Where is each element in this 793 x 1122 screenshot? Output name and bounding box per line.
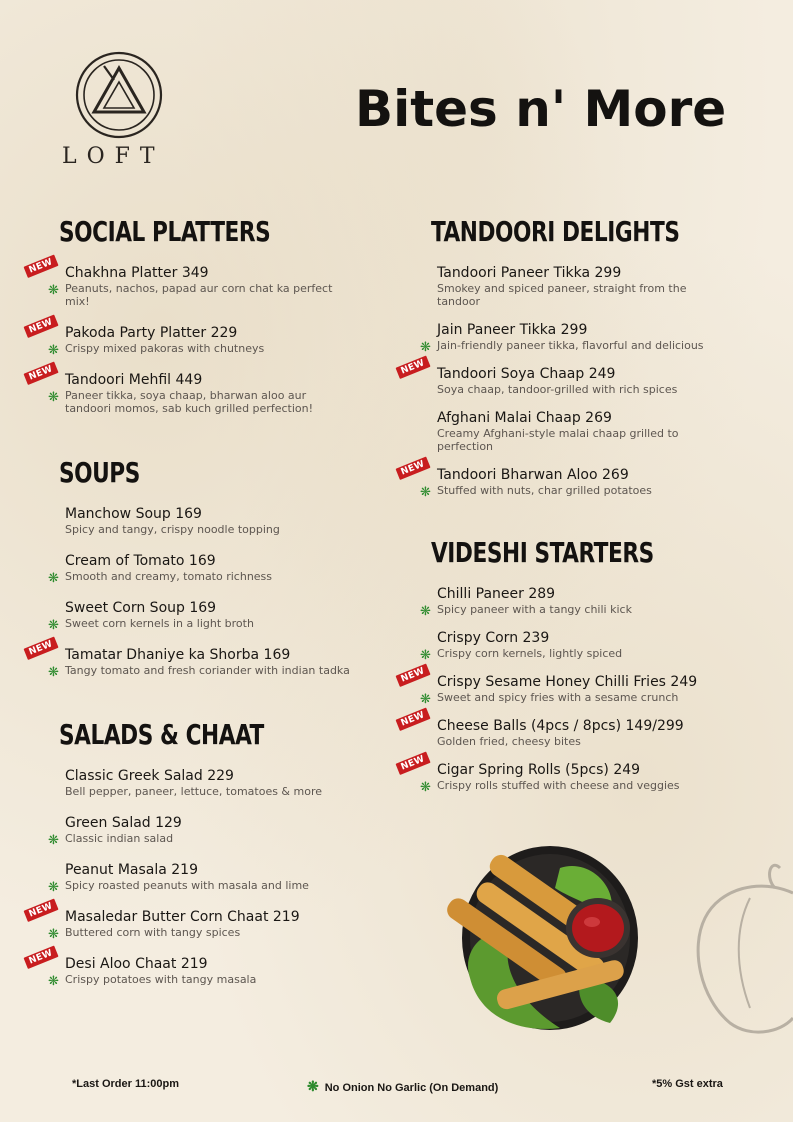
menu-item [27, 257, 388, 308]
right-column [399, 212, 750, 795]
item-name: Peanut Masala 219 [65, 862, 198, 878]
veg-leaf-icon: ❋ [48, 390, 59, 405]
new-badge-icon: NEW [24, 946, 59, 969]
footer-gst: *5% Gst extra [652, 1078, 723, 1090]
veg-leaf-icon: ❋ [48, 833, 59, 848]
item-description: Soya chaap, tandoor-grilled with rich spices [437, 383, 678, 396]
item-description: Jain-friendly paneer tikka, flavorful and delicious [437, 339, 704, 352]
footer-no-onion-text: No Onion No Garlic (On Demand) [324, 1082, 499, 1094]
veg-leaf-icon: ❋ [48, 618, 59, 633]
page-title: Bites n' More [355, 80, 727, 138]
menu-item [400, 264, 750, 308]
menu-section [399, 212, 750, 500]
menu-item [28, 767, 388, 798]
item-name: Crispy Sesame Honey Chilli Fries 249 [437, 674, 698, 690]
item-description: Buttered corn with tangy spices [65, 926, 241, 939]
menu-item [400, 629, 750, 663]
veg-leaf-icon: ❋ [48, 665, 59, 680]
item-description: Golden fried, cheesy bites [437, 735, 581, 748]
section-title: SOUPS [58, 456, 140, 489]
veg-leaf-icon: ❋ [307, 1078, 319, 1094]
item-description: Crispy corn kernels, lightly spiced [437, 647, 623, 660]
item-name: Tandoori Paneer Tikka 299 [437, 265, 622, 281]
new-badge-icon: NEW [396, 356, 431, 379]
item-name: Chakhna Platter 349 [65, 265, 209, 281]
section-title: TANDOORI DELIGHTS [430, 215, 680, 248]
item-description: Smooth and creamy, tomato richness [65, 570, 273, 583]
item-name: Jain Paneer Tikka 299 [437, 322, 588, 338]
item-description: Tangy tomato and fresh coriander with indian tadka [65, 664, 350, 677]
item-description: Peanuts, nachos, papad aur corn chat ka perfect mix! [65, 282, 333, 308]
new-badge-icon: NEW [24, 315, 59, 338]
item-description: Sweet and spicy fries with a sesame crunch [437, 691, 679, 704]
menu-item [399, 358, 750, 396]
pepper-outline-icon [690, 848, 793, 1048]
new-badge-icon: NEW [24, 899, 59, 922]
spring-rolls-photo [440, 828, 640, 1038]
item-name: Tandoori Soya Chaap 249 [437, 366, 616, 382]
veg-leaf-icon: ❋ [420, 485, 431, 500]
item-name: Green Salad 129 [65, 815, 182, 831]
item-name: Masaledar Butter Corn Chaat 219 [65, 909, 300, 925]
new-badge-icon: NEW [396, 752, 431, 775]
menu-item [28, 861, 388, 895]
menu-item [399, 459, 750, 500]
menu-section [27, 453, 388, 680]
item-description: Spicy and tangy, crispy noodle topping [65, 523, 280, 536]
item-name: Chilli Paneer 289 [437, 586, 556, 602]
menu-item [399, 754, 750, 795]
section-title: VIDESHI STARTERS [430, 536, 654, 569]
item-name: Cheese Balls (4pcs / 8pcs) 149/299 [437, 718, 684, 734]
item-description: Bell pepper, paneer, lettuce, tomatoes & more [65, 785, 323, 798]
item-description: Spicy paneer with a tangy chili kick [437, 603, 632, 616]
menu-item [27, 948, 388, 989]
item-name: Tamatar Dhaniye ka Shorba 169 [65, 647, 291, 663]
new-badge-icon: NEW [24, 362, 59, 385]
footer-no-onion [307, 1078, 498, 1095]
veg-leaf-icon: ❋ [420, 604, 431, 619]
item-name: Afghani Malai Chaap 269 [437, 410, 612, 426]
triangle-circle-logo-icon [74, 50, 164, 140]
item-description: Sweet corn kernels in a light broth [65, 617, 254, 630]
menu-item [28, 552, 388, 586]
menu-section [28, 212, 388, 415]
item-name: Cream of Tomato 169 [65, 553, 216, 569]
item-description: Classic indian salad [65, 832, 174, 845]
item-description: Paneer tikka, soya chaap, bharwan aloo aur tandoori momos, sab kuch grilled perfection! [65, 389, 313, 415]
new-badge-icon: NEW [396, 708, 431, 731]
menu-item [28, 599, 388, 633]
item-name: Crispy Corn 239 [437, 630, 550, 646]
veg-leaf-icon: ❋ [420, 692, 431, 707]
menu-item [399, 666, 750, 707]
item-name: Sweet Corn Soup 169 [65, 600, 217, 616]
veg-leaf-icon: ❋ [48, 974, 59, 989]
veg-leaf-icon: ❋ [48, 343, 59, 358]
veg-leaf-icon: ❋ [48, 571, 59, 586]
left-column [27, 212, 388, 989]
item-name: Pakoda Party Platter 229 [65, 325, 238, 341]
menu-item [27, 901, 388, 942]
menu-item [400, 585, 750, 619]
item-description: Crispy rolls stuffed with cheese and veggies [437, 779, 680, 792]
loft-logo [60, 50, 188, 169]
veg-leaf-icon: ❋ [48, 880, 59, 895]
new-badge-icon: NEW [396, 457, 431, 480]
menu-item [400, 321, 750, 355]
menu-item [400, 409, 750, 453]
menu-item [27, 639, 388, 680]
veg-leaf-icon: ❋ [48, 927, 59, 942]
item-name: Tandoori Bharwan Aloo 269 [437, 467, 629, 483]
menu-item [27, 317, 388, 358]
menu-section [27, 715, 388, 989]
menu-section [399, 533, 750, 795]
menu-item [28, 505, 388, 536]
item-description: Creamy Afghani-style malai chaap grilled to perfection [437, 427, 679, 453]
menu-item [28, 814, 388, 848]
menu-item [399, 710, 750, 748]
item-name: Desi Aloo Chaat 219 [65, 956, 208, 972]
new-badge-icon: NEW [24, 255, 59, 278]
footer-last-order: *Last Order 11:00pm [72, 1078, 179, 1090]
item-name: Manchow Soup 169 [65, 506, 202, 522]
menu-item [27, 364, 388, 415]
logo-text: LOFT [62, 144, 165, 169]
item-description: Stuffed with nuts, char grilled potatoes [437, 484, 652, 497]
section-title: SALADS & CHAAT [58, 718, 264, 751]
item-name: Classic Greek Salad 229 [65, 768, 234, 784]
item-name: Tandoori Mehfil 449 [65, 372, 203, 388]
veg-leaf-icon: ❋ [420, 340, 431, 355]
veg-leaf-icon: ❋ [48, 283, 59, 298]
section-title: SOCIAL PLATTERS [58, 215, 271, 248]
new-badge-icon: NEW [396, 664, 431, 687]
item-description: Crispy mixed pakoras with chutneys [65, 342, 265, 355]
veg-leaf-icon: ❋ [420, 648, 431, 663]
item-description: Smokey and spiced paneer, straight from the tandoor [437, 282, 687, 308]
item-name: Cigar Spring Rolls (5pcs) 249 [437, 762, 641, 778]
item-description: Spicy roasted peanuts with masala and lime [65, 879, 309, 892]
veg-leaf-icon: ❋ [420, 780, 431, 795]
item-description: Crispy potatoes with tangy masala [65, 973, 257, 986]
new-badge-icon: NEW [24, 637, 59, 660]
